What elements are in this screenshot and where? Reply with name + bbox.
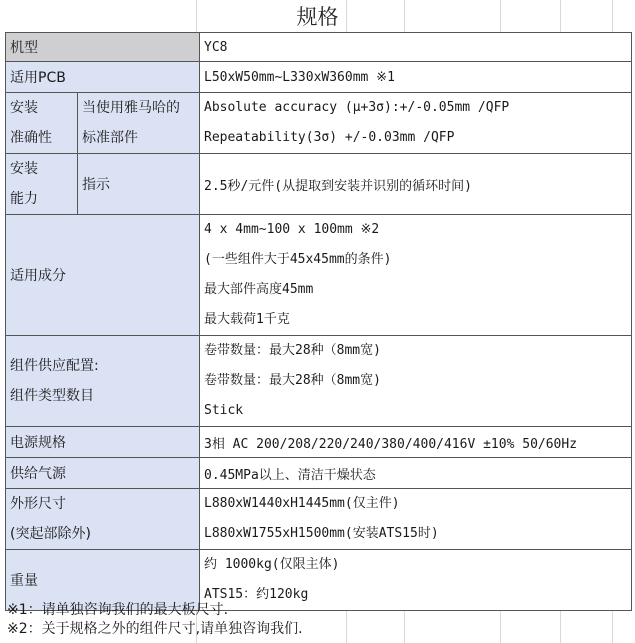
dimensions-main: L880xW1440xH1445mm(仅主件) [204,496,400,511]
capacity-label-line: 安装 [10,161,38,177]
components-label[interactable]: 适用成分 [6,215,200,336]
feeder-label-line: 组件供应配置: [10,358,99,374]
components-size: 4 x 4mm~100 x 100mm ※2 [204,222,380,237]
weight-label[interactable]: 重量 [6,550,200,611]
table-row [6,154,632,215]
accuracy-label[interactable] [6,93,78,154]
table-row [6,427,632,458]
air-value[interactable]: 0.45MPa以上、清洁干燥状态 [200,458,632,489]
accuracy-repeatability: Repeatability(3σ) +/-0.03mm /QFP [204,130,455,145]
feeder-label-line: 组件类型数目 [10,388,94,404]
table-row [6,336,632,427]
footnote-1: ※1：请单独咨询我们的最大板尺寸. [7,602,229,618]
components-load: 最大载荷1千克 [204,312,290,327]
weight-main: 约 1000kg(仅限主体) [204,557,340,572]
pcb-label[interactable]: 适用PCB [6,62,200,93]
model-value[interactable]: YC8 [200,33,632,62]
dimensions-label-line: (突起部除外) [10,526,91,542]
feeder-label[interactable] [6,336,200,427]
accuracy-absolute: Absolute accuracy (μ+3σ):+/-0.05mm /QFP [204,100,510,115]
feeder-value[interactable] [200,336,632,427]
footnotes [7,601,303,639]
dimensions-label-line: 外形尺寸 [10,496,66,512]
page-title: 规格 [296,5,339,29]
table-row [6,93,632,154]
table-row [6,489,632,550]
accuracy-label-line: 安装 [10,100,38,116]
table-row [6,33,632,62]
capacity-value[interactable]: 2.5秒/元件(从提取到安装并识别的循环时间) [200,154,632,215]
table-row [6,62,632,93]
pcb-value[interactable]: L50xW50mm~L330xW360mm ※1 [200,62,632,93]
dimensions-value[interactable] [200,489,632,550]
feeder-stick: Stick [204,403,244,418]
air-label[interactable]: 供给气源 [6,458,200,489]
dimensions-ats15: L880xW1755xH1500mm(安装ATS15时) [204,526,439,541]
table-row [6,215,632,336]
components-condition: (一些组件大于45x45mm的条件) [204,252,392,267]
model-label[interactable]: 机型 [6,33,200,62]
capacity-sublabel[interactable]: 指示 [78,154,200,215]
components-value[interactable] [200,215,632,336]
feeder-tape-2: 卷带数量：最大28种（8mm宽) [204,373,381,388]
capacity-label-line: 能力 [10,191,38,207]
feeder-tape-1: 卷带数量：最大28种（8mm宽) [204,343,381,358]
power-value[interactable]: 3相 AC 200/208/220/240/380/400/416V ±10% 50/60Hz [200,427,632,458]
footnote-2: ※2：关于规格之外的组件尺寸,请单独咨询我们. [7,621,303,637]
table-row [6,458,632,489]
accuracy-sublabel[interactable] [78,93,200,154]
components-height: 最大部件高度45mm [204,282,314,297]
accuracy-value[interactable] [200,93,632,154]
weight-ats15: ATS15：约120kg [204,587,309,602]
accuracy-sublabel-line: 当使用雅马哈的 [82,100,180,116]
dimensions-label[interactable] [6,489,200,550]
spec-table [5,32,632,611]
accuracy-label-line: 准确性 [10,130,52,146]
capacity-label[interactable] [6,154,78,215]
power-label[interactable]: 电源规格 [6,427,200,458]
accuracy-sublabel-line: 标准部件 [82,130,138,146]
